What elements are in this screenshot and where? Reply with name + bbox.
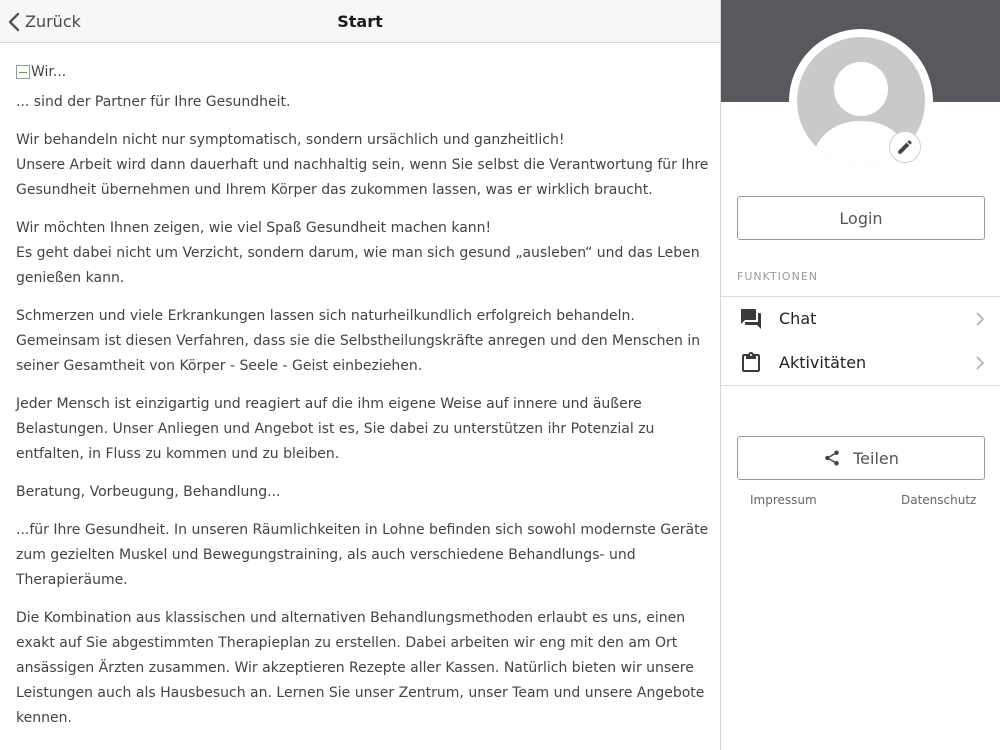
text-line: Unsere Arbeit wird dann dauerhaft und nachhaltig sein, wenn Sie selbst die Verantwortung für Ihre [16,157,709,173]
page-title: Start [337,12,383,31]
text-line: exakt auf Sie abgestimmten Therapieplan zu erstellen. Dabei arbeiten wir eng mit den am Ort [16,635,678,651]
chevron-left-icon [8,12,20,32]
text-line: Schmerzen und viele Erkrankungen lassen sich naturheilkundlich erfolgreich behandeln. [16,308,635,324]
text-paragraph [16,606,706,731]
text-paragraph [16,128,709,203]
text-line: Leistungen auch als Hausbesuch an. Lernen Sie unser Zentrum, unser Team und unsere Angebote [16,685,705,701]
text-paragraph [16,518,709,593]
text-line: Jeder Mensch ist einzigartig und reagiert auf die ihm eigene Weise auf innere und äußere [16,396,642,412]
menu-item-chat[interactable] [721,297,1000,341]
back-button-label: Zurück [25,12,81,31]
section-label-funktionen: FUNKTIONEN [737,270,818,283]
broken-image-icon [16,65,30,79]
image-alt-text: Wir... [31,63,67,80]
datenschutz-link[interactable]: Datenschutz [901,493,977,507]
clipboard-icon [739,351,763,375]
text-line: zum gezielten Muskel und Bewegungstraining, als auch verschiedene Behandlungs- und [16,547,636,563]
text-line: kennen. [16,710,72,726]
menu-item-label: Chat [779,309,817,328]
share-button[interactable] [737,436,985,480]
content-body [16,60,709,744]
text-paragraphs [16,90,709,731]
text-line: Es geht dabei nicht um Verzicht, sondern darum, wie man sich gesund „ausleben“ und das Leben [16,245,700,261]
share-button-label: Teilen [853,448,899,468]
header-image [16,60,706,84]
text-line: entfalten, in Fluss zu kommen und zu bleiben. [16,446,340,462]
menu-item-aktivitaeten[interactable] [721,341,1000,385]
text-line: seiner Gesamtheit von Körper - Seele - Geist einbeziehen. [16,358,423,374]
text-line: ...für Ihre Gesundheit. In unseren Räumlichkeiten in Lohne befinden sich sowohl modernste Geräte [16,522,709,538]
navigation-bar [0,0,720,43]
text-paragraph [16,90,706,115]
impressum-link[interactable]: Impressum [750,493,817,507]
back-button[interactable] [8,0,81,43]
menu-item-label: Aktivitäten [779,353,867,372]
text-line: genießen kann. [16,270,125,286]
chevron-right-icon [975,356,985,370]
sidebar [720,0,1000,750]
text-paragraph [16,392,706,467]
login-button[interactable]: Login [737,196,985,240]
text-line: Gesundheit übernehmen und Ihrem Körper das zukommen lassen, was er wirklich braucht. [16,182,653,198]
edit-avatar-button[interactable] [889,131,921,163]
text-paragraph [16,304,706,379]
text-line: Gemeinsam ist diesen Verfahren, dass sie die Selbstheilungskräfte anregen und den Menschen in [16,333,701,349]
text-line: Die Kombination aus klassischen und alternativen Behandlungsmethoden erlaubt es uns, einen [16,610,686,626]
pencil-icon [896,138,914,156]
share-icon [823,449,841,467]
text-line: Wir möchten Ihnen zeigen, wie viel Spaß Gesundheit machen kann! [16,220,492,236]
chat-icon [739,307,763,331]
text-line: Beratung, Vorbeugung, Behandlung... [16,484,281,500]
text-line: Therapieräume. [16,572,128,588]
text-line: Belastungen. Unser Anliegen und Angebot ist es, Sie dabei zu unterstützen ihr Potenzial zu [16,421,655,437]
text-paragraph [16,480,706,505]
text-line: ansässigen Ärzten zusammen. Wir akzeptieren Rezepte aller Kassen. Natürlich bieten wir unsere [16,660,694,676]
text-line: ... sind der Partner für Ihre Gesundheit. [16,94,291,110]
chevron-right-icon [975,312,985,326]
text-line: Wir behandeln nicht nur symptomatisch, sondern ursächlich und ganzheitlich! [16,132,565,148]
function-menu [721,296,1000,386]
text-paragraph [16,216,706,291]
